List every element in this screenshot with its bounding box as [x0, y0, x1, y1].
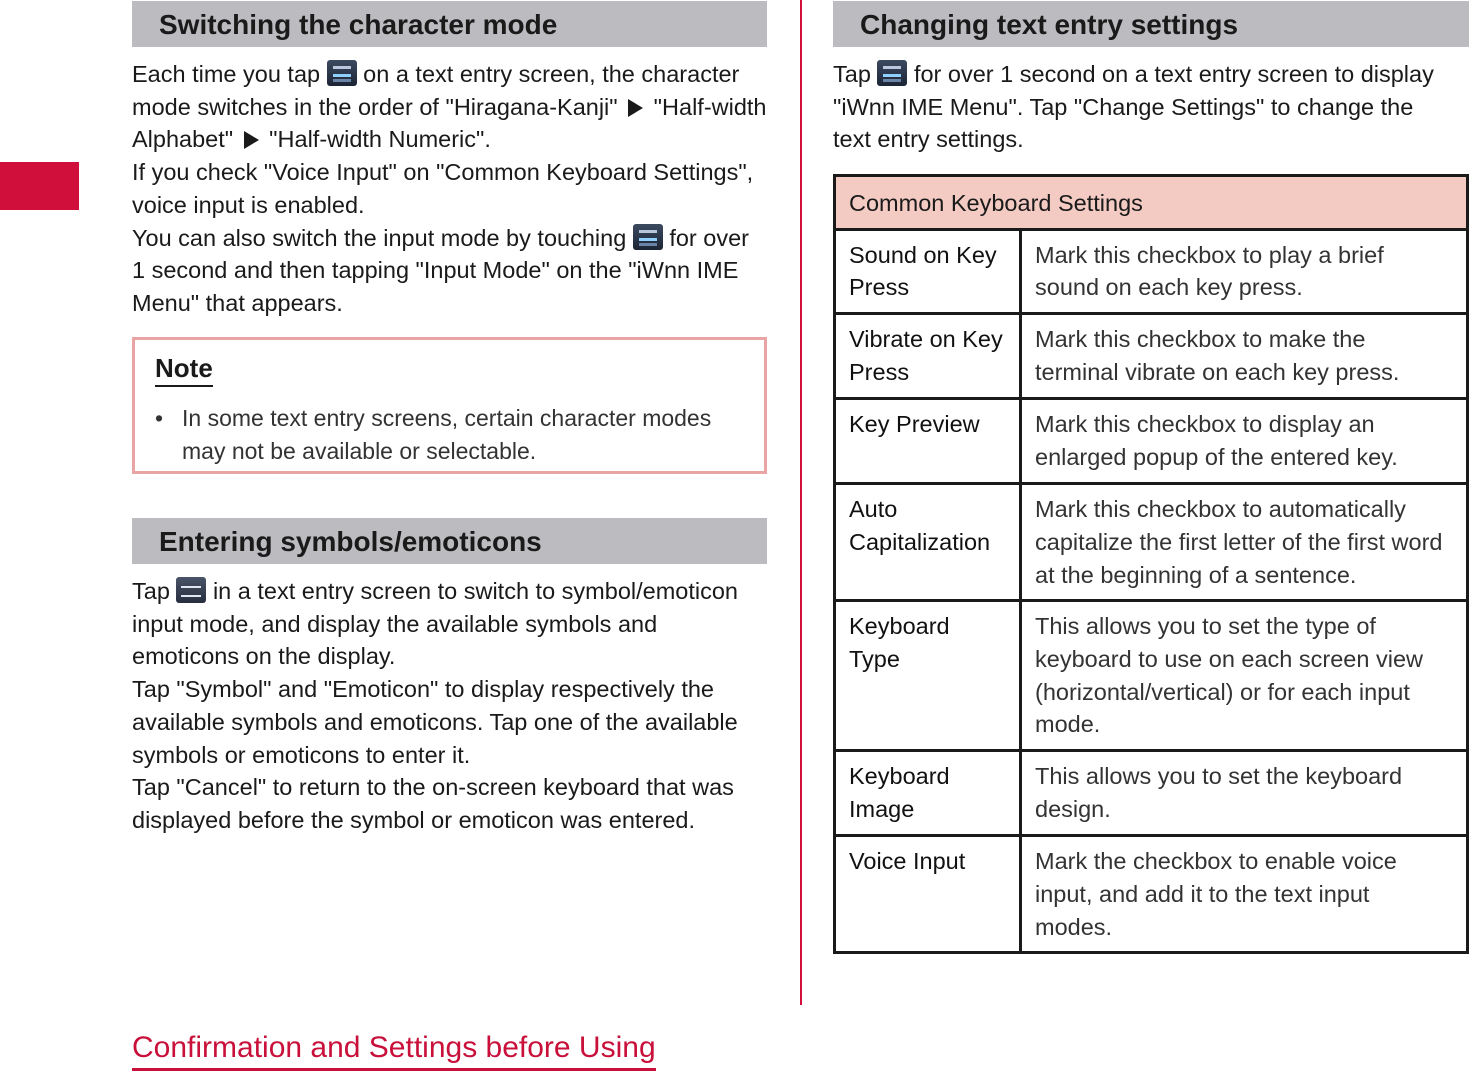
- arrow-right-icon: [244, 131, 259, 149]
- setting-description: Mark this checkbox to make the terminal vibrate on each key press.: [1021, 314, 1468, 399]
- setting-description: This allows you to set the keyboard design.: [1021, 751, 1468, 836]
- section-heading-text: Switching the character mode: [159, 9, 558, 40]
- note-box: [132, 337, 767, 474]
- setting-name: Keyboard Type: [835, 601, 1021, 751]
- keyboard-mode-key-icon: [327, 60, 357, 86]
- character-mode-body: [132, 58, 767, 320]
- text-run: "Half-width Numeric".: [262, 126, 491, 153]
- chapter-tab-marker: [0, 162, 79, 210]
- setting-description: This allows you to set the type of keyboard to use on each screen view (horizontal/vertical) or for each input mode.: [1021, 601, 1468, 751]
- paragraph: Tap "Cancel" to return to the on-screen keyboard that was displayed before the symbol or emoticon was entered.: [132, 774, 734, 833]
- paragraph: [132, 222, 767, 320]
- symbols-body: [132, 575, 767, 837]
- table-row: [835, 836, 1468, 953]
- bullet-icon: •: [155, 405, 164, 431]
- table-row: [835, 229, 1468, 313]
- table-row: [835, 601, 1468, 751]
- text-run: Tap: [833, 61, 871, 87]
- setting-name: Voice Input: [835, 836, 1021, 953]
- note-text: In some text entry screens, certain character modes may not be available or selectable.: [182, 405, 712, 464]
- note-title: Note: [155, 352, 213, 387]
- section-heading-text: Changing text entry settings: [860, 9, 1239, 40]
- table-header: Common Keyboard Settings: [835, 176, 1468, 230]
- keyboard-settings-table: [833, 174, 1469, 954]
- text-run: for over 1 second on a text entry screen to display "iWnn IME Menu". Tap "Change Settings" to change the text entry settings.: [833, 61, 1434, 153]
- text-entry-settings-body: [833, 58, 1443, 156]
- text-run: Tap: [132, 578, 170, 604]
- text-run: You can also switch the input mode by touching: [132, 224, 627, 251]
- keyboard-mode-key-icon: [877, 60, 907, 86]
- section-heading-text: Entering symbols/emoticons: [159, 526, 542, 557]
- table-header-row: [835, 176, 1468, 230]
- chapter-title-footer: Confirmation and Settings before Using: [132, 1028, 656, 1071]
- text-run: in a text entry screen to switch to symbol/emoticon input mode, and display the available symbols and emoticons on the display.: [132, 578, 739, 670]
- setting-name: Sound on Key Press: [835, 229, 1021, 313]
- table-row: [835, 314, 1468, 399]
- section-heading-character-mode: [132, 1, 767, 47]
- keyboard-mode-key-icon: [633, 224, 663, 250]
- table-row: [835, 751, 1468, 836]
- text-run: on a text entry screen, the character mode switches in the order of "Hiragana-Kanji": [132, 61, 740, 120]
- section-heading-symbols: [132, 518, 767, 564]
- table-row: [835, 399, 1468, 484]
- text-run: for over 1 second and then tapping "Input Mode" on the "iWnn IME Menu" that appears.: [132, 224, 749, 316]
- text-run: Each time you tap: [132, 61, 321, 87]
- note-list-item: [155, 402, 745, 467]
- paragraph: [833, 58, 1443, 156]
- setting-description: Mark this checkbox to play a brief sound on each key press.: [1021, 229, 1468, 313]
- setting-description: Mark this checkbox to display an enlarged popup of the entered key.: [1021, 399, 1468, 484]
- arrow-right-icon: [628, 99, 643, 117]
- setting-name: Vibrate on Key Press: [835, 314, 1021, 399]
- paragraph: [132, 575, 767, 673]
- setting-description: Mark the checkbox to enable voice input, and add it to the text input modes.: [1021, 836, 1468, 953]
- text-run: "Half-width Alphabet": [132, 93, 767, 153]
- setting-name: Auto Capitalization: [835, 484, 1021, 601]
- paragraph: Tap "Symbol" and "Emoticon" to display respectively the available symbols and emoticons. Tap one of the available symbols or emoticons to enter it.: [132, 676, 738, 768]
- setting-name: Keyboard Image: [835, 751, 1021, 836]
- paragraph: If you check "Voice Input" on "Common Keyboard Settings", voice input is enabled.: [132, 159, 754, 218]
- setting-name: Key Preview: [835, 399, 1021, 484]
- symbol-key-icon: [176, 577, 206, 603]
- paragraph: [132, 58, 767, 156]
- setting-description: Mark this checkbox to automatically capitalize the first letter of the first word at the beginning of a sentence.: [1021, 484, 1468, 601]
- section-heading-text-entry-settings: [833, 1, 1469, 47]
- table-row: [835, 484, 1468, 601]
- column-divider: [800, 0, 802, 1005]
